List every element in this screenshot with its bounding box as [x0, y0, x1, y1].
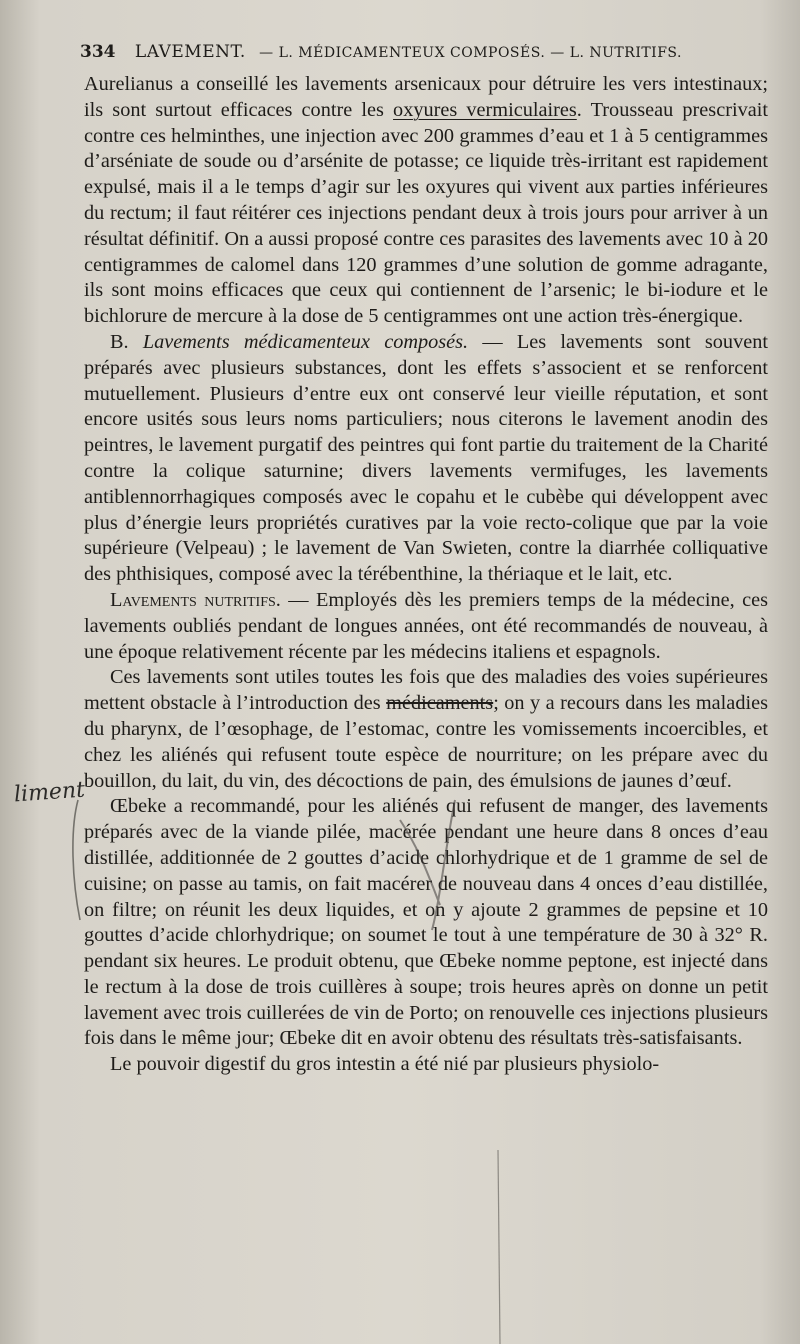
pencil-bracket — [73, 800, 80, 920]
running-title: LAVEMENT. — [134, 42, 246, 62]
running-header — [80, 42, 780, 68]
paragraph-composed: B. Lavements médicamenteux composés. — Les lavements sont souvent préparés avec plusieurs substances, dont les effets s’associent et se renforcent mutuellement. Plusieurs d’entre eux ont conservé leur vieille réputation, et sont encore usités sous leurs noms particuliers; nous citerons le lavement anodin des peintres, le lavement purgatif des peintres qui font partie du traitement de la Charité contre la colique saturnine; divers lavements vermifuges, les lavements antiblennorrhagiques composés avec le copahu et le cubèbe qui développent avec plus d’énergie leurs propriétés curatives par la voie recto-colique que par la voie supérieure (Velpeau) ; le lavement de Van Swieten, contre la diarrhée colliquative des phthisiques, composé avec la térébenthine, la thériaque et le lait, etc. — [84, 330, 768, 586]
struck-word: médicaments — [386, 692, 494, 715]
pencil-vertical-line — [498, 1150, 500, 1344]
paragraph-uses: Ces lavements sont utiles toutes les fois que des maladies des voies supérieures mettent obstacle à l’introduction des médicaments; on y a recours dans les maladies du pharynx, de l’œsophage, de l’estomac, contre les vomissements incoercibles, et chez les aliénés qui refusent toute espèce de nourriture; on les prépare avec du bouillon, du lait, du vin, des décoctions de pain, des émulsions de jaunes d’œuf. — [84, 666, 768, 792]
paragraph-oebeke: Œbeke a recommandé, pour les aliénés qui refusent de manger, des lavements préparés avec de la viande pilée, macérée pendant une heure dans 8 onces d’eau distillée, additionnée de 2 gouttes d’acide chlorhydrique et de 1 gramme de sel de cuisine; on passe au tamis, on fait macérer de nouveau dans 4 onces d’eau distillée, on filtre; on réunit les deux liquides, et on y ajoute 2 grammes de pepsine et 10 gouttes d’acide chlorhydrique; on soumet le tout à une température de 30 à 32° R. pendant six heures. Le produit obtenu, que Œbeke nomme peptone, est injecté dans le rectum à la dose de trois cuillères à soupe; trois heures après on donne un petit lavement avec trois cuillerées de vin de Porto; on renouvelle ces injections plusieurs fois dans le même jour; Œbeke dit en avoir obtenu des résultats très-satisfaisants. — [84, 795, 768, 1050]
page-number: 334 — [80, 42, 116, 62]
underlined-oxyures: oxyures vermiculaires — [393, 98, 577, 121]
paragraph-arsenical: Aurelianus a conseillé les lavements arsenicaux pour détruire les vers intestinaux; ils sont surtout efficaces contre les oxyures vermiculaires. Trousseau prescrivait contre ces helminthes, une injection avec 200 grammes d’eau et 1 à 5 centigrammes d’arséniate de soude ou d’arsénite de potasse; ce liquide très-irritant est rapidement expulsé, mais il a le temps d’agir sur les oxyures qui vivent aux parties inférieures du rectum; il faut réitérer ces injections pendant deux à trois jours pour arriver à un résultat définitif. On a aussi proposé contre ces parasites des lavements avec 10 à 20 centigrammes de calomel dans 120 grammes d’une solution de gomme adragante, ils sont moins efficaces que ceux qui contiennent de l’arsenic; le bi-iodure et le bichlorure de mercure à la dose de 5 centigrammes ont une action très-énergique. — [84, 73, 768, 328]
paragraph-digestive: Le pouvoir digestif du gros intestin a été nié par plusieurs physiolo- — [110, 1053, 660, 1076]
section-title-nutritive: Lavements nutritifs. — [110, 588, 281, 611]
paragraph-nutritive: Lavements nutritifs. — Employés dès les premiers temps de la médecine, ces lavements oubliés pendant de longues années, ont été recommandés de nouveau, à une époque relativement récente par les médecins italiens et espagnols. — [84, 588, 768, 663]
page-body — [84, 72, 768, 1078]
running-subtitle: — L. MÉDICAMENTEUX COMPOSÉS. — L. NUTRITIFS. — [259, 45, 682, 61]
section-title-composed: Lavements médicamenteux composés. — [142, 330, 469, 353]
handwritten-margin-note: liment — [13, 777, 86, 808]
